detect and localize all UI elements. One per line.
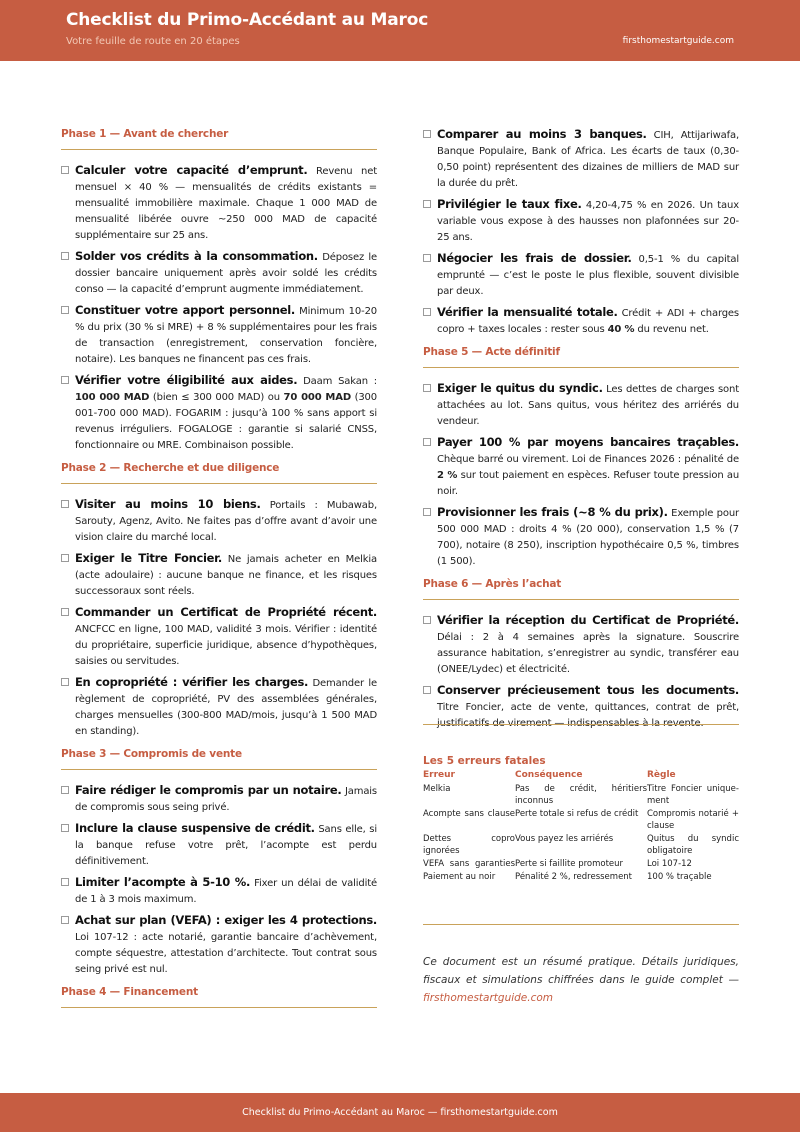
item-text: Titre Foncier, acte de vente, quittances, contrat de prêt, justificatifs de virement — indispensables à la revente. — [437, 702, 739, 729]
phase-4-title: Phase 4 — Financement — [61, 986, 377, 1008]
item-title: Calculer votre capacité d’emprunt. — [75, 163, 308, 177]
item-emphasis: 70 000 MAD — [283, 392, 351, 403]
column-header: Règle — [647, 770, 676, 780]
fatal-errors-table — [423, 770, 739, 884]
checklist-item — [61, 604, 377, 670]
item-text: Portails : Mubawab, Sarouty, Agenz, Avito. Ne faites pas d’offre avant d’avoir une vision claire du marché local. — [75, 500, 378, 543]
checklist-item — [423, 304, 739, 338]
item-text: Déposez le dossier bancaire uniquement après avoir soldé les crédits conso — la capacité d’emprunt augmente immédiatement. — [75, 252, 377, 295]
item-title: Exiger le Titre Foncier. — [75, 551, 222, 565]
table-row — [423, 833, 739, 858]
table-cell: Quitus du syndic obligatoire — [647, 834, 739, 856]
item-text: Jamais de compromis sous seing privé. — [75, 786, 377, 813]
checkbox-icon[interactable] — [61, 500, 69, 508]
checkbox-icon[interactable] — [423, 254, 431, 262]
table-cell: 100 % traçable — [647, 872, 712, 882]
page-footer: Checklist du Primo-Accédant au Maroc — firsthomestartguide.com — [0, 1093, 800, 1132]
item-text: Chèque barré ou virement. Loi de Finances 2026 : pénalité de — [437, 454, 739, 465]
checklist-item — [423, 504, 739, 570]
item-text: Délai : 2 à 4 semaines après la signature. Souscrire assurance habitation, s’enregistrer au syndic, transférer eau (ONEE/Lydec) et électricité. — [437, 632, 739, 675]
checkbox-icon[interactable] — [61, 678, 69, 686]
phase-6-title: Phase 6 — Après l’achat — [423, 578, 739, 600]
checkbox-icon[interactable] — [61, 252, 69, 260]
item-text: ANCFCC en ligne, 100 MAD, validité 3 mois. Vérifier : identité du propriétaire, superficie juridique, absence d’hypothèques, saisies ou servitudes. — [75, 624, 377, 667]
page-header — [0, 0, 800, 61]
item-text: 4,20-4,75 % en 2026. Un taux variable vous expose à des hausses non plafonnées sur 20-25 ans. — [437, 200, 739, 243]
item-title: Achat sur plan (VEFA) : exiger les 4 protections. — [75, 913, 377, 927]
checklist-item — [61, 550, 377, 600]
guide-link[interactable]: firsthomestartguide.com — [423, 992, 554, 1004]
phase-2-title: Phase 2 — Recherche et due diligence — [61, 462, 377, 484]
checkbox-icon[interactable] — [423, 200, 431, 208]
phase-1-title: Phase 1 — Avant de chercher — [61, 128, 377, 150]
item-text: Sans elle, si la banque refuse votre prêt, l’acompte est perdu définitivement. — [75, 824, 377, 867]
checkbox-icon[interactable] — [423, 308, 431, 316]
column-header: Erreur — [423, 770, 455, 780]
column-header: Conséquence — [515, 770, 583, 780]
checklist-item — [423, 380, 739, 430]
item-title: Comparer au moins 3 banques. — [437, 127, 647, 141]
checkbox-icon[interactable] — [61, 786, 69, 794]
item-text: Demander le règlement de copropriété, PV des assemblées générales, charges mensuelles (300-800 MAD/mois, jusqu’à 1 500 MAD en standing). — [75, 678, 377, 737]
item-emphasis: 2 % — [437, 470, 458, 481]
document-subtitle: Votre feuille de route en 20 étapes — [66, 36, 240, 47]
fatal-errors-section — [423, 755, 739, 884]
item-text: Crédit + ADI + charges copro + taxes locales : rester sous — [437, 308, 739, 335]
table-cell: Pénalité 2 %, redressement — [515, 872, 633, 882]
left-column — [61, 126, 377, 1020]
table-cell: Melkia — [423, 784, 451, 794]
table-cell: Perte si faillite promoteur — [515, 859, 624, 869]
item-title: Inclure la clause suspensive de crédit. — [75, 821, 315, 835]
checklist-item — [61, 912, 377, 978]
checklist-item — [61, 162, 377, 244]
item-title: Payer 100 % par moyens bancaires traçables. — [437, 435, 739, 449]
item-title: Vérifier votre éligibilité aux aides. — [75, 373, 298, 387]
item-title: Vérifier la mensualité totale. — [437, 305, 618, 319]
item-title: En copropriété : vérifier les charges. — [75, 675, 309, 689]
right-column — [423, 126, 739, 736]
checklist-item — [61, 874, 377, 908]
fatal-errors-title: Les 5 erreurs fatales — [423, 755, 546, 767]
item-title: Provisionner les frais (~8 % du prix). — [437, 505, 668, 519]
checkbox-icon[interactable] — [61, 306, 69, 314]
table-cell: Paiement au noir — [423, 872, 496, 882]
closing-text: Ce document est un résumé pratique. Détails juridiques, fiscaux et simulations chiffrées dans le guide complet — — [423, 956, 739, 986]
item-title: Négocier les frais de dossier. — [437, 251, 632, 265]
checkbox-icon[interactable] — [61, 916, 69, 924]
table-row — [423, 858, 739, 871]
checkbox-icon[interactable] — [423, 438, 431, 446]
table-cell: Titre Foncier uniquement — [647, 784, 739, 806]
item-title: Solder vos crédits à la consommation. — [75, 249, 318, 263]
checkbox-icon[interactable] — [61, 878, 69, 886]
item-text: du revenu net. — [634, 324, 709, 335]
item-title: Faire rédiger le compromis par un notaire. — [75, 783, 342, 797]
checkbox-icon[interactable] — [423, 508, 431, 516]
checkbox-icon[interactable] — [423, 130, 431, 138]
item-title: Exiger le quitus du syndic. — [437, 381, 603, 395]
table-row — [423, 871, 739, 884]
table-row — [423, 808, 739, 833]
item-title: Vérifier la réception du Certificat de Propriété. — [437, 613, 739, 627]
item-text: (bien ≤ 300 000 MAD) ou — [149, 392, 284, 403]
checkbox-icon[interactable] — [61, 554, 69, 562]
item-text: Minimum 10-20 % du prix (30 % si MRE) + 8 % supplémentaires pour les frais de transaction (enregistrement, conservation foncière, notaire). Les banques ne financent pas ces frais. — [75, 306, 377, 365]
item-text: sur tout paiement en espèces. Refuser toute pression au noir. — [437, 470, 740, 497]
table-row — [423, 783, 739, 808]
phase-5-title: Phase 5 — Acte définitif — [423, 346, 739, 368]
item-text: 0,5-1 % du capital emprunté — c’est le poste le plus flexible, souvent divisible par deux. — [437, 254, 739, 297]
table-cell: Loi 107-12 — [647, 859, 692, 869]
checklist-item — [61, 248, 377, 298]
header-site-link[interactable]: firsthomestartguide.com — [622, 36, 734, 46]
table-cell: Perte totale si refus de crédit — [515, 809, 639, 819]
item-emphasis: 40 % — [607, 324, 635, 335]
checklist-item — [61, 782, 377, 816]
checkbox-icon[interactable] — [423, 384, 431, 392]
table-cell: Pas de crédit, héritiers inconnus — [515, 784, 647, 806]
checklist-item — [61, 372, 377, 454]
item-text: Les dettes de charges sont attachées au lot. Sans quitus, vous héritez des arriérés du vendeur. — [437, 384, 739, 427]
checklist-item — [61, 820, 377, 870]
table-cell: Compromis notarié + clause — [647, 809, 739, 831]
phase-3-title: Phase 3 — Compromis de vente — [61, 748, 377, 770]
checkbox-icon[interactable] — [61, 608, 69, 616]
checklist-item — [423, 434, 739, 500]
item-text: Ne jamais acheter en Melkia (acte adoulaire) : aucune banque ne finance, et les risques successoraux sont réels. — [75, 554, 377, 597]
item-title: Visiter au moins 10 biens. — [75, 497, 261, 511]
checklist-item — [423, 250, 739, 300]
item-title: Constituer votre apport personnel. — [75, 303, 295, 317]
table-header-row — [423, 770, 739, 783]
item-text: Daam Sakan : — [297, 376, 377, 387]
closing-note — [423, 953, 739, 1007]
checklist-item — [61, 496, 377, 546]
table-cell: Vous payez les arriérés — [515, 834, 614, 844]
checkbox-icon[interactable] — [423, 686, 431, 694]
item-text: CIH, Attijariwafa, Banque Populaire, Bank of Africa. Les écarts de taux (0,30-0,50 point) représentent des dizaines de milliers de MAD sur la durée du prêt. — [437, 130, 739, 189]
table-cell: Acompte sans clause — [423, 809, 515, 819]
item-title: Privilégier le taux fixe. — [437, 197, 582, 211]
checkbox-icon[interactable] — [61, 376, 69, 384]
item-text: Fixer un délai de validité de 1 à 3 mois maximum. — [75, 878, 377, 905]
checkbox-icon[interactable] — [61, 166, 69, 174]
checklist-item — [61, 302, 377, 368]
item-emphasis: 100 000 MAD — [75, 392, 150, 403]
item-title: Commander un Certificat de Propriété récent. — [75, 605, 377, 619]
table-cell: Dettes copro ignorées — [423, 834, 515, 856]
item-text: (300 001-700 000 MAD). FOGARIM : jusqu’à 100 % sans apport si revenus irréguliers. FOGALOGE : garantie si salarié CNSS, fonctionnaire ou MRE. Combinaison possible. — [75, 392, 377, 451]
document-title: Checklist du Primo-Accédant au Maroc — [66, 10, 429, 30]
item-text: Revenu net mensuel × 40 % — mensualités de crédits existants = mensualité immobilière maximale. Chaque 1 000 MAD de mensualité libérée ouvre ~250 000 MAD de capacité supplémentaire sur 25 ans. — [75, 166, 377, 241]
checklist-item — [423, 126, 739, 192]
checkbox-icon[interactable] — [423, 616, 431, 624]
item-text: Exemple pour 500 000 MAD : droits 4 % (20 000), conservation 1,5 % (7 700), notaire (8 250), inscription hypothécaire 0,5 %, timbres (1 500). — [437, 508, 739, 567]
checklist-item — [423, 196, 739, 246]
checklist-item — [423, 612, 739, 678]
section-divider — [423, 924, 739, 925]
checklist-item — [61, 674, 377, 740]
section-divider — [423, 724, 739, 725]
item-title: Conserver précieusement tous les documents. — [437, 683, 739, 697]
table-cell: VEFA sans garanties — [423, 859, 515, 869]
item-text: Loi 107-12 : acte notarié, garantie bancaire d’achèvement, compte séquestre, attestation d’architecte. Tout contrat sous seing privé est nul. — [75, 932, 377, 975]
checkbox-icon[interactable] — [61, 824, 69, 832]
item-title: Limiter l’acompte à 5-10 %. — [75, 875, 251, 889]
